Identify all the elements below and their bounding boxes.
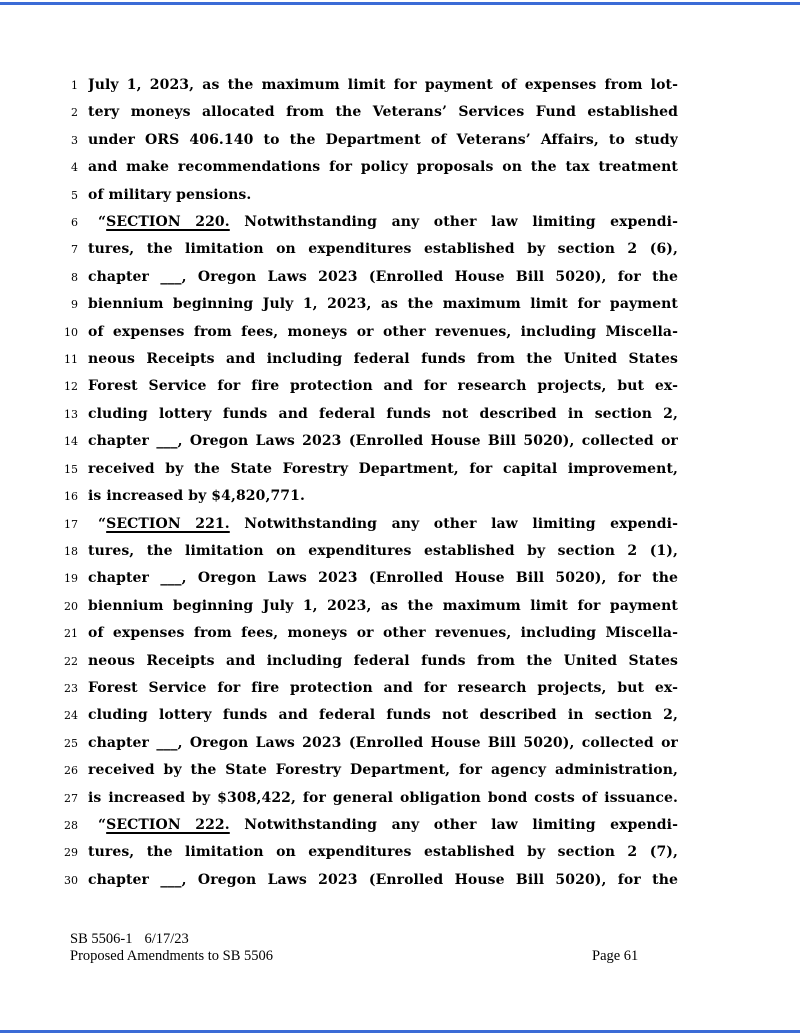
text-line (0, 209, 800, 236)
line-number: 18 (64, 544, 78, 558)
line-text (88, 182, 678, 209)
line-text (88, 511, 678, 538)
text-line (0, 264, 800, 291)
footer-document-title: Proposed Amendments to SB 5506 (70, 947, 274, 964)
text-segment: biennium beginning July 1, 2023, as the maximum limit for payment (88, 597, 678, 614)
line-number: 15 (64, 462, 78, 476)
line-text (88, 648, 678, 675)
text-line (0, 785, 800, 812)
line-text (88, 483, 678, 510)
line-number: 4 (71, 161, 78, 175)
line-number: 8 (71, 270, 78, 284)
line-number: 23 (64, 681, 78, 695)
line-number: 7 (71, 243, 78, 257)
bill-date: 6/17/23 (144, 931, 189, 947)
text-segment: neous Receipts and including federal funds from the United States (88, 652, 678, 669)
text-line (0, 812, 800, 839)
text-line (0, 648, 800, 675)
line-text (88, 456, 678, 483)
text-segment: tures, the limitation on expenditures established by section 2 (6), (88, 241, 678, 258)
text-segment: is increased by $308,422, for general obligation bond costs of issuance. (88, 789, 678, 806)
text-segment: tures, the limitation on expenditures established by section 2 (1), (88, 542, 678, 559)
text-segment: “ (98, 816, 107, 833)
line-text (88, 428, 678, 455)
line-text (88, 154, 678, 181)
text-line (0, 319, 800, 346)
line-text (88, 757, 678, 784)
line-number: 5 (71, 188, 78, 202)
text-segment: “ (98, 214, 107, 231)
text-segment: cluding lottery funds and federal funds not described in section 2, (88, 405, 678, 422)
line-text (88, 346, 678, 373)
text-segment: Forest Service for fire protection and for research projects, but ex- (88, 679, 678, 696)
line-text (88, 127, 678, 154)
text-line (0, 127, 800, 154)
text-line (0, 483, 800, 510)
line-number: 13 (64, 407, 78, 421)
text-segment: chapter ___, Oregon Laws 2023 (Enrolled House Bill 5020), collected or (88, 433, 678, 450)
text-line (0, 511, 800, 538)
line-number: 25 (64, 736, 78, 750)
line-text (88, 538, 678, 565)
text-line (0, 401, 800, 428)
text-line (0, 373, 800, 400)
line-text (88, 99, 678, 126)
text-line (0, 867, 800, 894)
line-number: 17 (64, 517, 78, 531)
text-line (0, 236, 800, 263)
line-text (88, 675, 678, 702)
line-text (88, 839, 678, 866)
text-segment: “ (98, 515, 107, 532)
text-segment: Forest Service for fire protection and for research projects, but ex- (88, 378, 678, 395)
line-text (88, 209, 678, 236)
line-number: 22 (64, 654, 78, 668)
line-text (88, 264, 678, 291)
line-number: 3 (71, 133, 78, 147)
text-segment: of expenses from fees, moneys or other revenues, including Miscella- (88, 625, 678, 642)
text-segment: Notwithstanding any other law limiting expendi- (229, 515, 678, 532)
section-heading: SECTION 221. (106, 515, 230, 532)
bill-reference: SB 5506-1 (70, 931, 133, 947)
bottom-edge-line (0, 1030, 800, 1033)
line-number: 1 (71, 79, 78, 92)
line-text (88, 812, 678, 839)
text-segment: Notwithstanding any other law limiting expendi- (229, 816, 678, 833)
footer-title-line (70, 948, 730, 965)
text-segment: biennium beginning July 1, 2023, as the maximum limit for payment (88, 296, 678, 313)
text-line (0, 72, 800, 99)
text-line (0, 565, 800, 592)
text-line (0, 675, 800, 702)
footer-measure-line (70, 931, 730, 948)
line-number: 24 (64, 709, 78, 723)
text-line (0, 730, 800, 757)
line-number: 11 (64, 353, 78, 367)
top-edge-line (0, 2, 800, 5)
text-segment: under ORS 406.140 to the Department of Veterans’ Affairs, to study (88, 131, 678, 148)
page-number: Page 61 (592, 947, 639, 964)
line-number: 29 (64, 846, 78, 860)
line-number: 19 (64, 572, 78, 586)
text-segment: cluding lottery funds and federal funds not described in section 2, (88, 707, 678, 724)
text-segment: and make recommendations for policy proposals on the tax treatment (88, 159, 678, 176)
line-text (88, 401, 678, 428)
text-segment: neous Receipts and including federal funds from the United States (88, 351, 678, 368)
line-text (88, 291, 678, 318)
text-line (0, 620, 800, 647)
text-segment: received by the State Forestry Department, for capital improvement, (88, 460, 678, 477)
line-text (88, 373, 678, 400)
page-footer (70, 931, 730, 964)
line-text (88, 72, 678, 99)
text-line (0, 428, 800, 455)
text-segment: chapter ___, Oregon Laws 2023 (Enrolled House Bill 5020), for the (88, 268, 678, 285)
text-line (0, 154, 800, 181)
line-text (88, 319, 678, 346)
text-line (0, 839, 800, 866)
line-text (88, 702, 678, 729)
line-number: 9 (71, 298, 78, 312)
text-segment: received by the State Forestry Department, for agency administration, (88, 762, 678, 779)
line-text (88, 620, 678, 647)
line-number: 12 (64, 380, 78, 394)
line-text (88, 593, 678, 620)
line-number: 28 (64, 818, 78, 832)
text-segment: of military pensions. (88, 186, 252, 203)
line-number: 10 (64, 325, 78, 339)
line-number: 2 (71, 106, 78, 120)
text-segment: chapter ___, Oregon Laws 2023 (Enrolled House Bill 5020), collected or (88, 734, 678, 751)
text-line (0, 99, 800, 126)
line-number: 6 (71, 216, 78, 230)
section-heading: SECTION 222. (106, 816, 230, 833)
line-number: 30 (64, 873, 78, 887)
text-line (0, 456, 800, 483)
line-text (88, 867, 678, 894)
text-segment: Notwithstanding any other law limiting expendi- (229, 214, 678, 231)
text-line (0, 291, 800, 318)
text-segment: chapter ___, Oregon Laws 2023 (Enrolled House Bill 5020), for the (88, 570, 678, 587)
line-number: 21 (64, 627, 78, 641)
text-segment: chapter ___, Oregon Laws 2023 (Enrolled House Bill 5020), for the (88, 871, 678, 888)
text-segment: July 1, 2023, as the maximum limit for payment of expenses from lot- (88, 77, 678, 93)
line-text (88, 236, 678, 263)
line-text (88, 785, 678, 812)
line-number: 27 (64, 791, 78, 805)
text-line (0, 757, 800, 784)
text-line (0, 182, 800, 209)
section-heading: SECTION 220. (106, 214, 230, 231)
text-line (0, 593, 800, 620)
line-number: 20 (64, 599, 78, 613)
text-line (0, 538, 800, 565)
text-line (0, 702, 800, 729)
line-number: 26 (64, 764, 78, 778)
text-segment: is increased by $4,820,771. (88, 488, 305, 505)
text-segment: of expenses from fees, moneys or other revenues, including Miscella- (88, 323, 678, 340)
line-number: 14 (64, 435, 78, 449)
text-line (0, 346, 800, 373)
text-segment: tures, the limitation on expenditures established by section 2 (7), (88, 844, 678, 861)
line-number: 16 (64, 490, 78, 504)
line-text (88, 730, 678, 757)
document-body (0, 72, 800, 894)
line-text (88, 565, 678, 592)
text-segment: tery moneys allocated from the Veterans’ Services Fund established (88, 104, 678, 121)
